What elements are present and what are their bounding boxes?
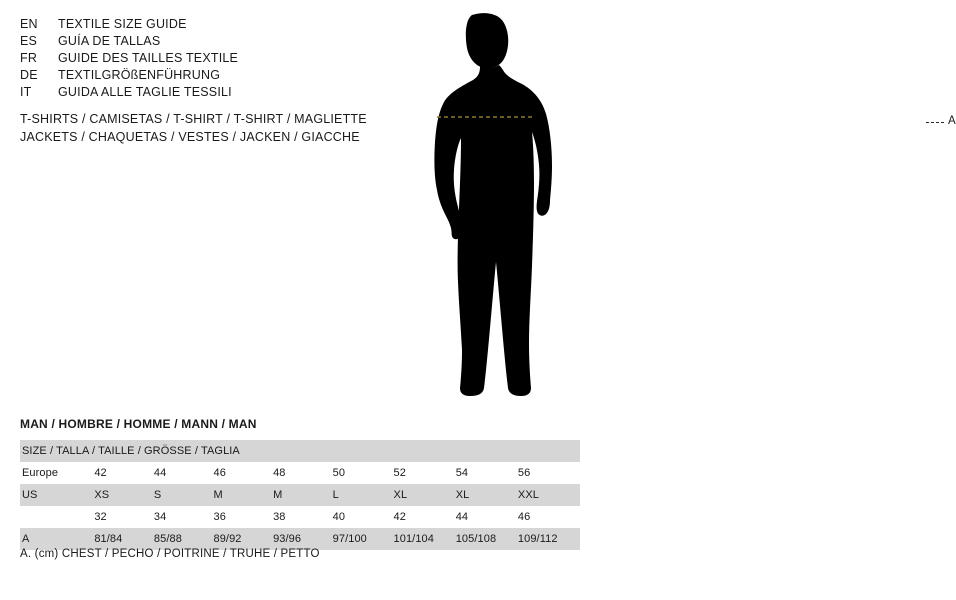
- silhouette-svg: [400, 10, 590, 400]
- cell-europe-2: 46: [213, 462, 273, 484]
- category-block: [20, 110, 420, 146]
- size-table: [20, 440, 580, 550]
- table-title: MAN / HOMBRE / HOMME / MANN / MAN: [20, 417, 257, 431]
- cell-a-0: 81/84: [94, 528, 154, 550]
- cell-us-2: M: [213, 484, 273, 506]
- measure-leader-line: [926, 122, 944, 124]
- cell-a-4: 97/100: [333, 528, 394, 550]
- language-row-it: [20, 85, 400, 102]
- footnote-chest: A. (cm) CHEST / PECHO / POITRINE / TRUHE / PETTO: [20, 548, 320, 560]
- cell-numeric-4: 40: [333, 506, 394, 528]
- cell-us-3: M: [273, 484, 333, 506]
- cell-a-2: 89/92: [213, 528, 273, 550]
- cell-europe-1: 44: [154, 462, 214, 484]
- table-header-label: SIZE / TALLA / TAILLE / GRÖSSE / TAGLIA: [20, 440, 580, 462]
- row-label-numeric: [20, 506, 94, 528]
- cell-us-6: XL: [456, 484, 518, 506]
- language-row-en: [20, 17, 400, 34]
- cell-us-0: XS: [94, 484, 154, 506]
- language-row-de: [20, 68, 400, 85]
- language-code-en: EN: [20, 17, 38, 31]
- cell-numeric-3: 38: [273, 506, 333, 528]
- category-line-tshirts: T-SHIRTS / CAMISETAS / T-SHIRT / T-SHIRT / MAGLIETTE: [20, 112, 367, 126]
- table-row: [20, 484, 580, 506]
- language-text-es: GUÍA DE TALLAS: [58, 34, 161, 48]
- cell-europe-4: 50: [333, 462, 394, 484]
- cell-numeric-6: 44: [456, 506, 518, 528]
- cell-numeric-2: 36: [213, 506, 273, 528]
- cell-a-5: 101/104: [394, 528, 456, 550]
- language-code-it: IT: [20, 85, 32, 99]
- table-row: [20, 528, 580, 550]
- cell-numeric-5: 42: [394, 506, 456, 528]
- table-row: [20, 462, 580, 484]
- cell-us-5: XL: [394, 484, 456, 506]
- table-header-row: [20, 440, 580, 462]
- language-text-fr: GUIDE DES TAILLES TEXTILE: [58, 51, 239, 65]
- cell-numeric-1: 34: [154, 506, 214, 528]
- male-silhouette-figure: [400, 10, 956, 400]
- language-text-it: GUIDA ALLE TAGLIE TESSILI: [58, 85, 232, 99]
- cell-a-3: 93/96: [273, 528, 333, 550]
- language-code-es: ES: [20, 34, 38, 48]
- cell-a-1: 85/88: [154, 528, 214, 550]
- cell-us-7: XXL: [518, 484, 580, 506]
- cell-a-7: 109/112: [518, 528, 580, 550]
- cell-a-6: 105/108: [456, 528, 518, 550]
- cell-europe-7: 56: [518, 462, 580, 484]
- cell-europe-6: 54: [456, 462, 518, 484]
- language-text-en: TEXTILE SIZE GUIDE: [58, 17, 187, 31]
- cell-us-4: L: [333, 484, 394, 506]
- language-row-es: [20, 34, 400, 51]
- measure-label-a: A: [948, 115, 956, 127]
- row-label-a: A: [20, 528, 94, 550]
- cell-us-1: S: [154, 484, 214, 506]
- cell-europe-5: 52: [394, 462, 456, 484]
- cell-numeric-0: 32: [94, 506, 154, 528]
- cell-numeric-7: 46: [518, 506, 580, 528]
- language-text-de: TEXTILGRÖßENFÜHRUNG: [58, 68, 221, 82]
- cell-europe-0: 42: [94, 462, 154, 484]
- cell-europe-3: 48: [273, 462, 333, 484]
- row-label-europe: Europe: [20, 462, 94, 484]
- table-row: [20, 506, 580, 528]
- row-label-us: US: [20, 484, 94, 506]
- category-line-jackets: JACKETS / CHAQUETAS / VESTES / JACKEN / GIACCHE: [20, 130, 360, 144]
- language-code-fr: FR: [20, 51, 38, 65]
- language-row-fr: [20, 51, 400, 68]
- language-code-de: DE: [20, 68, 38, 82]
- language-header-block: [20, 17, 400, 102]
